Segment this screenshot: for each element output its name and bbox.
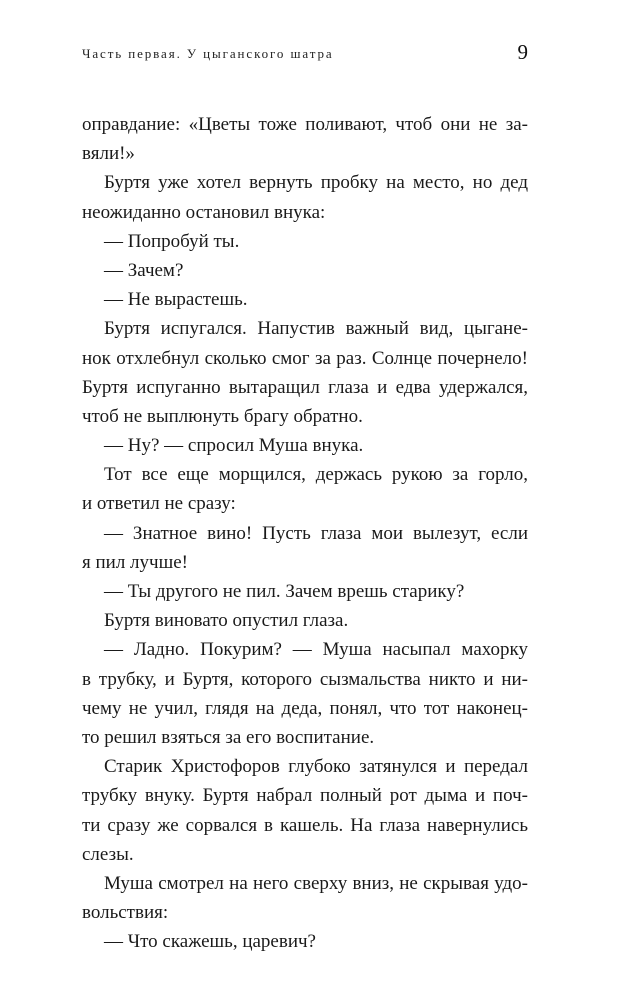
text-line: нок отхлебнул сколько смог за раз. Солнце почернело! bbox=[82, 347, 528, 369]
text-line: чтоб не выплюнуть брагу обратно. bbox=[82, 405, 363, 427]
text-line: — Попробуй ты. bbox=[104, 230, 240, 252]
text-line: — Не вырастешь. bbox=[104, 289, 248, 311]
text-line: Буртя испугался. Напустив важный вид, цыгане- bbox=[104, 318, 528, 340]
body-text bbox=[82, 110, 528, 956]
text-line: Муша смотрел на него сверху вниз, не скрывая удо- bbox=[104, 872, 528, 894]
text-line: Буртя испуганно вытаращил глаза и едва удержался, bbox=[82, 376, 528, 398]
text-line: и ответил не сразу: bbox=[82, 493, 236, 515]
text-line: оправдание: «Цветы тоже поливают, чтоб они не за- bbox=[82, 114, 528, 135]
text-line: в трубку, и Буртя, которого сызмальства никто и ни- bbox=[82, 668, 528, 690]
text-line: я пил лучше! bbox=[82, 551, 188, 573]
text-line: Буртя уже хотел вернуть пробку на место, но дед bbox=[104, 172, 528, 194]
text-line: — Ладно. Покурим? — Муша насыпал махорку bbox=[104, 639, 528, 661]
running-head-title: Часть первая. У цыганского шатра bbox=[82, 46, 334, 61]
text-line: то решил взяться за его воспитание. bbox=[82, 726, 375, 748]
text-line: неожиданно остановил внука: bbox=[82, 201, 326, 223]
text-line: вяли!» bbox=[82, 143, 135, 165]
text-line: чему не учил, глядя на деда, понял, что тот наконец- bbox=[82, 697, 528, 719]
text-line: слезы. bbox=[82, 843, 134, 865]
text-line: Тот все еще морщился, держась рукою за горло, bbox=[104, 464, 528, 486]
text-line: ти сразу же сорвался в кашель. На глаза навернулись bbox=[82, 814, 528, 836]
text-line: трубку внуку. Буртя набрал полный рот дыма и поч- bbox=[82, 785, 528, 807]
text-line: Буртя виновато опустил глаза. bbox=[104, 610, 349, 632]
text-line: Старик Христофоров глубоко затянулся и передал bbox=[104, 756, 528, 778]
text-line: — Ну? — спросил Муша внука. bbox=[104, 435, 364, 457]
text-line: — Знатное вино! Пусть глаза мои вылезут, если bbox=[104, 522, 528, 544]
page-number: 9 bbox=[517, 40, 528, 64]
text-line: — Что скажешь, царевич? bbox=[104, 931, 316, 953]
text-line: вольствия: bbox=[82, 902, 169, 924]
text-line: — Ты другого не пил. Зачем врешь старику? bbox=[104, 581, 465, 602]
text-line: — Зачем? bbox=[104, 259, 184, 281]
